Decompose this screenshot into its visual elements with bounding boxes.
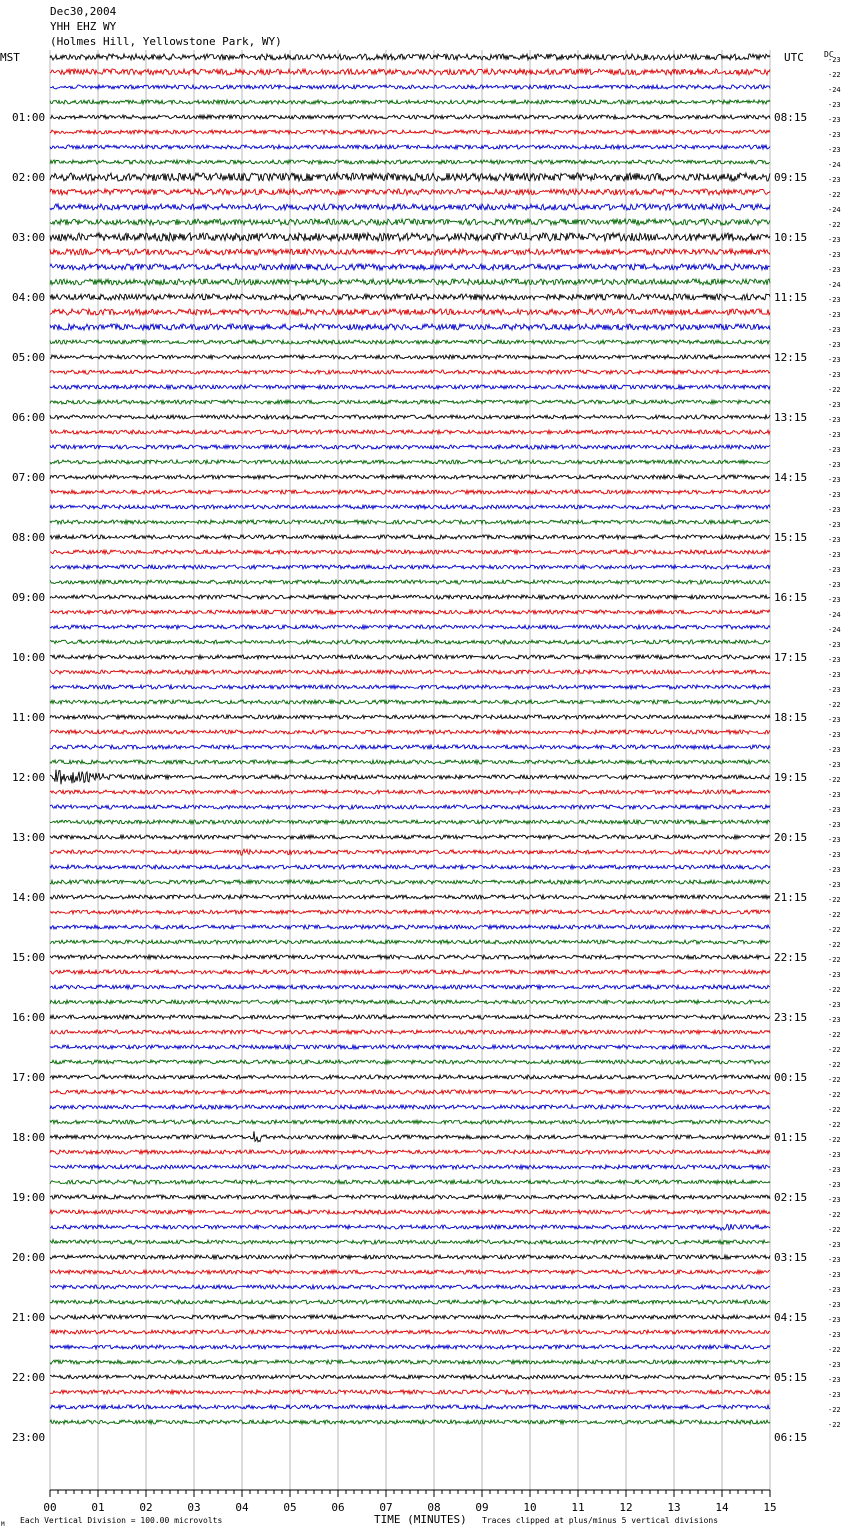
x-tick-label: 04 xyxy=(235,1501,249,1514)
right-hour-label: 04:15 xyxy=(774,1311,808,1324)
dc-offset-label: -22 xyxy=(828,1031,841,1039)
x-axis-title: TIME (MINUTES) xyxy=(374,1513,467,1526)
dc-offset-label: -23 xyxy=(828,116,841,124)
left-hour-label: 13:00 xyxy=(12,831,46,844)
seismic-trace xyxy=(50,1000,770,1004)
left-hour-label: 06:00 xyxy=(12,411,46,424)
seismic-trace xyxy=(50,1285,770,1289)
dc-offset-label: -23 xyxy=(828,1376,841,1384)
seismic-trace xyxy=(50,550,770,554)
dc-header-label: DC xyxy=(824,50,834,59)
seismic-trace xyxy=(50,100,770,104)
seismic-trace xyxy=(50,1360,770,1364)
dc-offset-label: -23 xyxy=(828,641,841,649)
dc-offset-label: -22 xyxy=(828,191,841,199)
seismic-trace xyxy=(50,1300,770,1304)
dc-offset-label: -24 xyxy=(828,161,841,169)
right-hour-label: 05:15 xyxy=(774,1371,808,1384)
left-hour-label: 02:00 xyxy=(12,171,46,184)
dc-offset-label: -22 xyxy=(828,911,841,919)
right-hour-label: 08:15 xyxy=(774,111,808,124)
dc-offset-label: -23 xyxy=(828,416,841,424)
dc-offset-label: -22 xyxy=(828,1076,841,1084)
left-hour-label: 11:00 xyxy=(12,711,46,724)
seismic-trace xyxy=(50,309,770,315)
right-hour-label: 16:15 xyxy=(774,591,808,604)
seismic-trace xyxy=(50,835,770,839)
trace-group xyxy=(50,54,770,1424)
vertical-division-note: Each Vertical Division = 100.00 microvolts xyxy=(20,1516,223,1525)
dc-offset-label: -22 xyxy=(828,221,841,229)
record-date: Dec30,2004 xyxy=(50,5,117,18)
seismic-trace xyxy=(50,970,770,974)
seismic-trace xyxy=(50,760,770,764)
right-timezone-label: UTC xyxy=(784,51,804,64)
left-hour-label: 15:00 xyxy=(12,951,46,964)
dc-offset-label: -23 xyxy=(828,1256,841,1264)
dc-offset-label: -23 xyxy=(828,1271,841,1279)
x-tick-label: 09 xyxy=(475,1501,489,1514)
seismic-trace xyxy=(50,1060,770,1064)
dc-offset-label: -22 xyxy=(828,1106,841,1114)
seismic-trace xyxy=(50,625,770,629)
station-location: (Holmes Hill, Yellowstone Park, WY) xyxy=(50,35,282,48)
right-hour-label: 19:15 xyxy=(774,771,808,784)
seismic-trace xyxy=(50,219,770,225)
right-hour-label: 10:15 xyxy=(774,231,808,244)
dc-offset-label: -23 xyxy=(828,1151,841,1159)
dc-offset-label: -23 xyxy=(828,746,841,754)
dc-offset-label: -22 xyxy=(828,386,841,394)
seismic-trace xyxy=(50,655,770,659)
dc-offset-label: -23 xyxy=(828,176,841,184)
dc-offset-label: -23 xyxy=(828,791,841,799)
dc-offset-label: -23 xyxy=(828,1331,841,1339)
dc-offset-label: -23 xyxy=(828,446,841,454)
clipping-note: Traces clipped at plus/minus 5 vertical divisions xyxy=(482,1516,719,1525)
dc-offset-label: -23 xyxy=(828,146,841,154)
dc-offset-label: -22 xyxy=(828,926,841,934)
seismic-trace xyxy=(50,745,770,749)
dc-offset-label: -23 xyxy=(828,521,841,529)
dc-offset-label: -22 xyxy=(828,986,841,994)
seismic-trace xyxy=(50,1390,770,1394)
x-tick-label: 01 xyxy=(91,1501,105,1514)
x-tick-label: 05 xyxy=(283,1501,297,1514)
dc-offset-label: -22 xyxy=(828,1406,841,1414)
seismic-trace xyxy=(50,505,770,509)
seismic-trace xyxy=(50,1330,770,1334)
dc-offset-label: -23 xyxy=(828,821,841,829)
left-hour-label: 08:00 xyxy=(12,531,46,544)
seismic-trace xyxy=(50,490,770,494)
dc-offset-label: -23 xyxy=(828,1196,841,1204)
seismic-trace xyxy=(50,580,770,584)
right-hour-label: 03:15 xyxy=(774,1251,808,1264)
seismic-trace xyxy=(50,1030,770,1034)
seismic-trace xyxy=(50,1420,770,1424)
dc-offset-label: -24 xyxy=(828,281,841,289)
x-tick-label: 07 xyxy=(379,1501,393,1514)
seismic-trace xyxy=(50,54,770,60)
seismic-trace xyxy=(50,1131,770,1142)
left-hour-label: 10:00 xyxy=(12,651,46,664)
dc-offset-label: -23 xyxy=(828,1301,841,1309)
seismic-trace xyxy=(50,475,770,479)
dc-offset-label: -23 xyxy=(828,1181,841,1189)
seismic-trace xyxy=(50,430,770,434)
seismic-trace xyxy=(50,294,770,300)
left-hour-label: 22:00 xyxy=(12,1371,46,1384)
dc-offset-label: -23 xyxy=(828,401,841,409)
x-tick-label: 12 xyxy=(619,1501,633,1514)
seismic-trace xyxy=(50,279,770,285)
seismic-trace xyxy=(50,1315,770,1319)
right-hour-label: 13:15 xyxy=(774,411,808,424)
seismic-trace xyxy=(50,685,770,689)
seismic-trace xyxy=(50,640,770,644)
dc-offset-label: -23 xyxy=(828,716,841,724)
seismic-trace xyxy=(50,264,770,270)
seismic-trace xyxy=(50,1195,770,1199)
seismic-trace xyxy=(50,670,770,674)
right-hour-label: 21:15 xyxy=(774,891,808,904)
seismic-trace xyxy=(50,385,770,389)
seismic-trace xyxy=(50,204,770,210)
seismic-trace xyxy=(50,130,770,134)
dc-offset-label: -23 xyxy=(828,596,841,604)
seismic-trace xyxy=(50,925,770,929)
right-hour-label: 17:15 xyxy=(774,651,808,664)
dc-offset-label: -23 xyxy=(828,836,841,844)
seismic-trace xyxy=(50,985,770,989)
right-hour-label: 23:15 xyxy=(774,1011,808,1024)
seismic-trace xyxy=(50,610,770,614)
dc-offset-label: -23 xyxy=(828,656,841,664)
dc-offset-labels xyxy=(828,56,841,1429)
seismic-trace xyxy=(50,565,770,569)
seismic-trace xyxy=(50,400,770,404)
seismic-trace xyxy=(50,1045,770,1049)
dc-offset-label: -22 xyxy=(828,776,841,784)
left-hour-label: 05:00 xyxy=(12,351,46,364)
dc-offset-label: -23 xyxy=(828,1316,841,1324)
dc-offset-label: -22 xyxy=(828,896,841,904)
dc-offset-label: -23 xyxy=(828,881,841,889)
right-hour-label: 01:15 xyxy=(774,1131,808,1144)
left-hour-label: 07:00 xyxy=(12,471,46,484)
dc-offset-label: -23 xyxy=(828,1001,841,1009)
dc-offset-label: -23 xyxy=(828,1286,841,1294)
dc-offset-label: -22 xyxy=(828,1421,841,1429)
seismic-trace xyxy=(50,880,770,884)
dc-offset-label: -22 xyxy=(828,941,841,949)
dc-offset-label: -23 xyxy=(828,326,841,334)
right-hour-label: 02:15 xyxy=(774,1191,808,1204)
right-hour-label: 06:15 xyxy=(774,1431,808,1444)
seismic-trace xyxy=(50,535,770,539)
dc-offset-label: -23 xyxy=(828,806,841,814)
seismic-trace xyxy=(50,1165,770,1169)
dc-offset-label: -23 xyxy=(828,536,841,544)
dc-offset-label: -23 xyxy=(828,1166,841,1174)
dc-offset-label: -23 xyxy=(828,851,841,859)
dc-offset-label: -22 xyxy=(828,1046,841,1054)
x-tick-label: 15 xyxy=(763,1501,777,1514)
dc-offset-label: -22 xyxy=(828,701,841,709)
left-hour-label: 04:00 xyxy=(12,291,46,304)
dc-offset-label: -23 xyxy=(828,566,841,574)
x-tick-label: 13 xyxy=(667,1501,681,1514)
right-hour-label: 20:15 xyxy=(774,831,808,844)
seismic-trace xyxy=(50,1224,770,1230)
seismic-trace xyxy=(50,1375,770,1379)
seismic-trace xyxy=(50,160,770,164)
seismic-trace xyxy=(50,865,770,869)
seismic-trace xyxy=(50,1015,770,1019)
seismic-trace xyxy=(50,415,770,419)
dc-offset-label: -23 xyxy=(828,731,841,739)
x-tick-label: 14 xyxy=(715,1501,729,1514)
dc-offset-label: -23 xyxy=(828,251,841,259)
dc-offset-label: -24 xyxy=(828,206,841,214)
right-hour-label: 15:15 xyxy=(774,531,808,544)
dc-offset-label: -22 xyxy=(828,1346,841,1354)
seismic-trace xyxy=(50,790,770,794)
seismic-trace xyxy=(50,730,770,734)
left-hour-label: 18:00 xyxy=(12,1131,46,1144)
dc-offset-label: -23 xyxy=(828,296,841,304)
x-tick-label: 02 xyxy=(139,1501,153,1514)
seismic-trace xyxy=(50,1150,770,1154)
left-hour-label: 16:00 xyxy=(12,1011,46,1024)
dc-offset-label: -23 xyxy=(828,1391,841,1399)
left-hour-label: 19:00 xyxy=(12,1191,46,1204)
left-hour-label: 21:00 xyxy=(12,1311,46,1324)
dc-offset-label: -23 xyxy=(828,551,841,559)
seismic-trace xyxy=(50,910,770,914)
dc-offset-label: -23 xyxy=(828,236,841,244)
seismic-trace xyxy=(50,955,770,959)
seismic-trace xyxy=(50,115,770,119)
right-hour-label: 09:15 xyxy=(774,171,808,184)
seismic-trace xyxy=(50,700,770,704)
dc-offset-label: -23 xyxy=(828,56,841,64)
dc-offset-label: -23 xyxy=(828,506,841,514)
seismic-trace xyxy=(50,849,770,855)
seismic-trace xyxy=(50,189,770,195)
station-code: YHH EHZ WY xyxy=(50,20,117,33)
x-axis xyxy=(43,1490,776,1514)
seismic-trace xyxy=(50,1405,770,1409)
left-hour-label: 09:00 xyxy=(12,591,46,604)
dc-offset-label: -23 xyxy=(828,311,841,319)
right-hour-label: 22:15 xyxy=(774,951,808,964)
left-timezone-label: MST xyxy=(0,51,20,64)
dc-offset-label: -23 xyxy=(828,371,841,379)
seismic-trace xyxy=(50,173,770,181)
dc-offset-label: -23 xyxy=(828,266,841,274)
dc-offset-label: -23 xyxy=(828,686,841,694)
dc-offset-label: -23 xyxy=(828,971,841,979)
seismic-trace xyxy=(50,85,770,89)
x-tick-label: 10 xyxy=(523,1501,537,1514)
dc-offset-label: -23 xyxy=(828,1016,841,1024)
x-tick-label: 00 xyxy=(43,1501,57,1514)
seismic-trace xyxy=(50,805,770,809)
seismic-trace xyxy=(50,1270,770,1274)
seismic-trace xyxy=(50,1240,770,1245)
seismic-trace xyxy=(50,249,770,255)
seismic-trace xyxy=(50,324,770,330)
seismic-trace xyxy=(50,1180,770,1184)
dc-offset-label: -23 xyxy=(828,461,841,469)
dc-offset-label: -23 xyxy=(828,866,841,874)
seismic-trace xyxy=(50,340,770,344)
dc-offset-label: -22 xyxy=(828,1136,841,1144)
seismic-trace xyxy=(50,233,770,241)
dc-offset-label: -22 xyxy=(828,1061,841,1069)
right-hour-label: 14:15 xyxy=(774,471,808,484)
left-hour-label: 20:00 xyxy=(12,1251,46,1264)
dc-offset-label: -23 xyxy=(828,1241,841,1249)
seismic-trace xyxy=(50,715,770,719)
dc-offset-label: -23 xyxy=(828,101,841,109)
dc-offset-label: -23 xyxy=(828,1361,841,1369)
seismic-trace xyxy=(50,1345,770,1349)
x-tick-label: 06 xyxy=(331,1501,345,1514)
seismic-trace xyxy=(50,460,770,464)
dc-offset-label: -23 xyxy=(828,761,841,769)
seismic-trace xyxy=(50,1210,770,1214)
seismic-trace xyxy=(50,820,770,824)
right-hour-label: 12:15 xyxy=(774,351,808,364)
dc-offset-label: -24 xyxy=(828,86,841,94)
seismic-trace xyxy=(50,145,770,149)
left-hour-label: 14:00 xyxy=(12,891,46,904)
seismic-trace xyxy=(50,520,770,524)
left-hour-label: 01:00 xyxy=(12,111,46,124)
dc-offset-label: -23 xyxy=(828,671,841,679)
x-tick-label: 11 xyxy=(571,1501,585,1514)
seismic-trace xyxy=(50,1120,770,1124)
dc-offset-label: -23 xyxy=(828,476,841,484)
seismic-trace xyxy=(50,1090,770,1094)
x-tick-label: 03 xyxy=(187,1501,201,1514)
seismic-trace xyxy=(50,1105,770,1109)
dc-offset-label: -23 xyxy=(828,581,841,589)
dc-offset-label: -22 xyxy=(828,1211,841,1219)
right-hour-label: 18:15 xyxy=(774,711,808,724)
dc-offset-label: -23 xyxy=(828,491,841,499)
dc-offset-label: -22 xyxy=(828,71,841,79)
left-hour-label: 03:00 xyxy=(12,231,46,244)
dc-offset-label: -22 xyxy=(828,956,841,964)
left-hour-label: 12:00 xyxy=(12,771,46,784)
dc-offset-label: -22 xyxy=(828,1121,841,1129)
seismic-trace xyxy=(50,69,770,75)
dc-offset-label: -24 xyxy=(828,611,841,619)
seismic-trace xyxy=(50,355,770,359)
dc-offset-label: -23 xyxy=(828,431,841,439)
right-hour-label: 00:15 xyxy=(774,1071,808,1084)
dc-offset-label: -22 xyxy=(828,1091,841,1099)
corner-mark: M xyxy=(1,1521,5,1528)
left-hour-label: 17:00 xyxy=(12,1071,46,1084)
seismic-trace xyxy=(50,370,770,374)
seismic-trace xyxy=(50,595,770,599)
seismic-trace xyxy=(50,445,770,449)
dc-offset-label: -23 xyxy=(828,131,841,139)
dc-offset-label: -24 xyxy=(828,626,841,634)
dc-offset-label: -23 xyxy=(828,356,841,364)
dc-offset-label: -23 xyxy=(828,341,841,349)
seismic-trace xyxy=(50,1255,770,1259)
seismic-trace xyxy=(50,940,770,944)
x-tick-label: 08 xyxy=(427,1501,441,1514)
seismic-trace xyxy=(50,770,770,785)
left-hour-label: 23:00 xyxy=(12,1431,46,1444)
right-hour-label: 11:15 xyxy=(774,291,808,304)
dc-offset-label: -22 xyxy=(828,1226,841,1234)
seismic-trace xyxy=(50,895,770,899)
seismic-trace xyxy=(50,1075,770,1079)
